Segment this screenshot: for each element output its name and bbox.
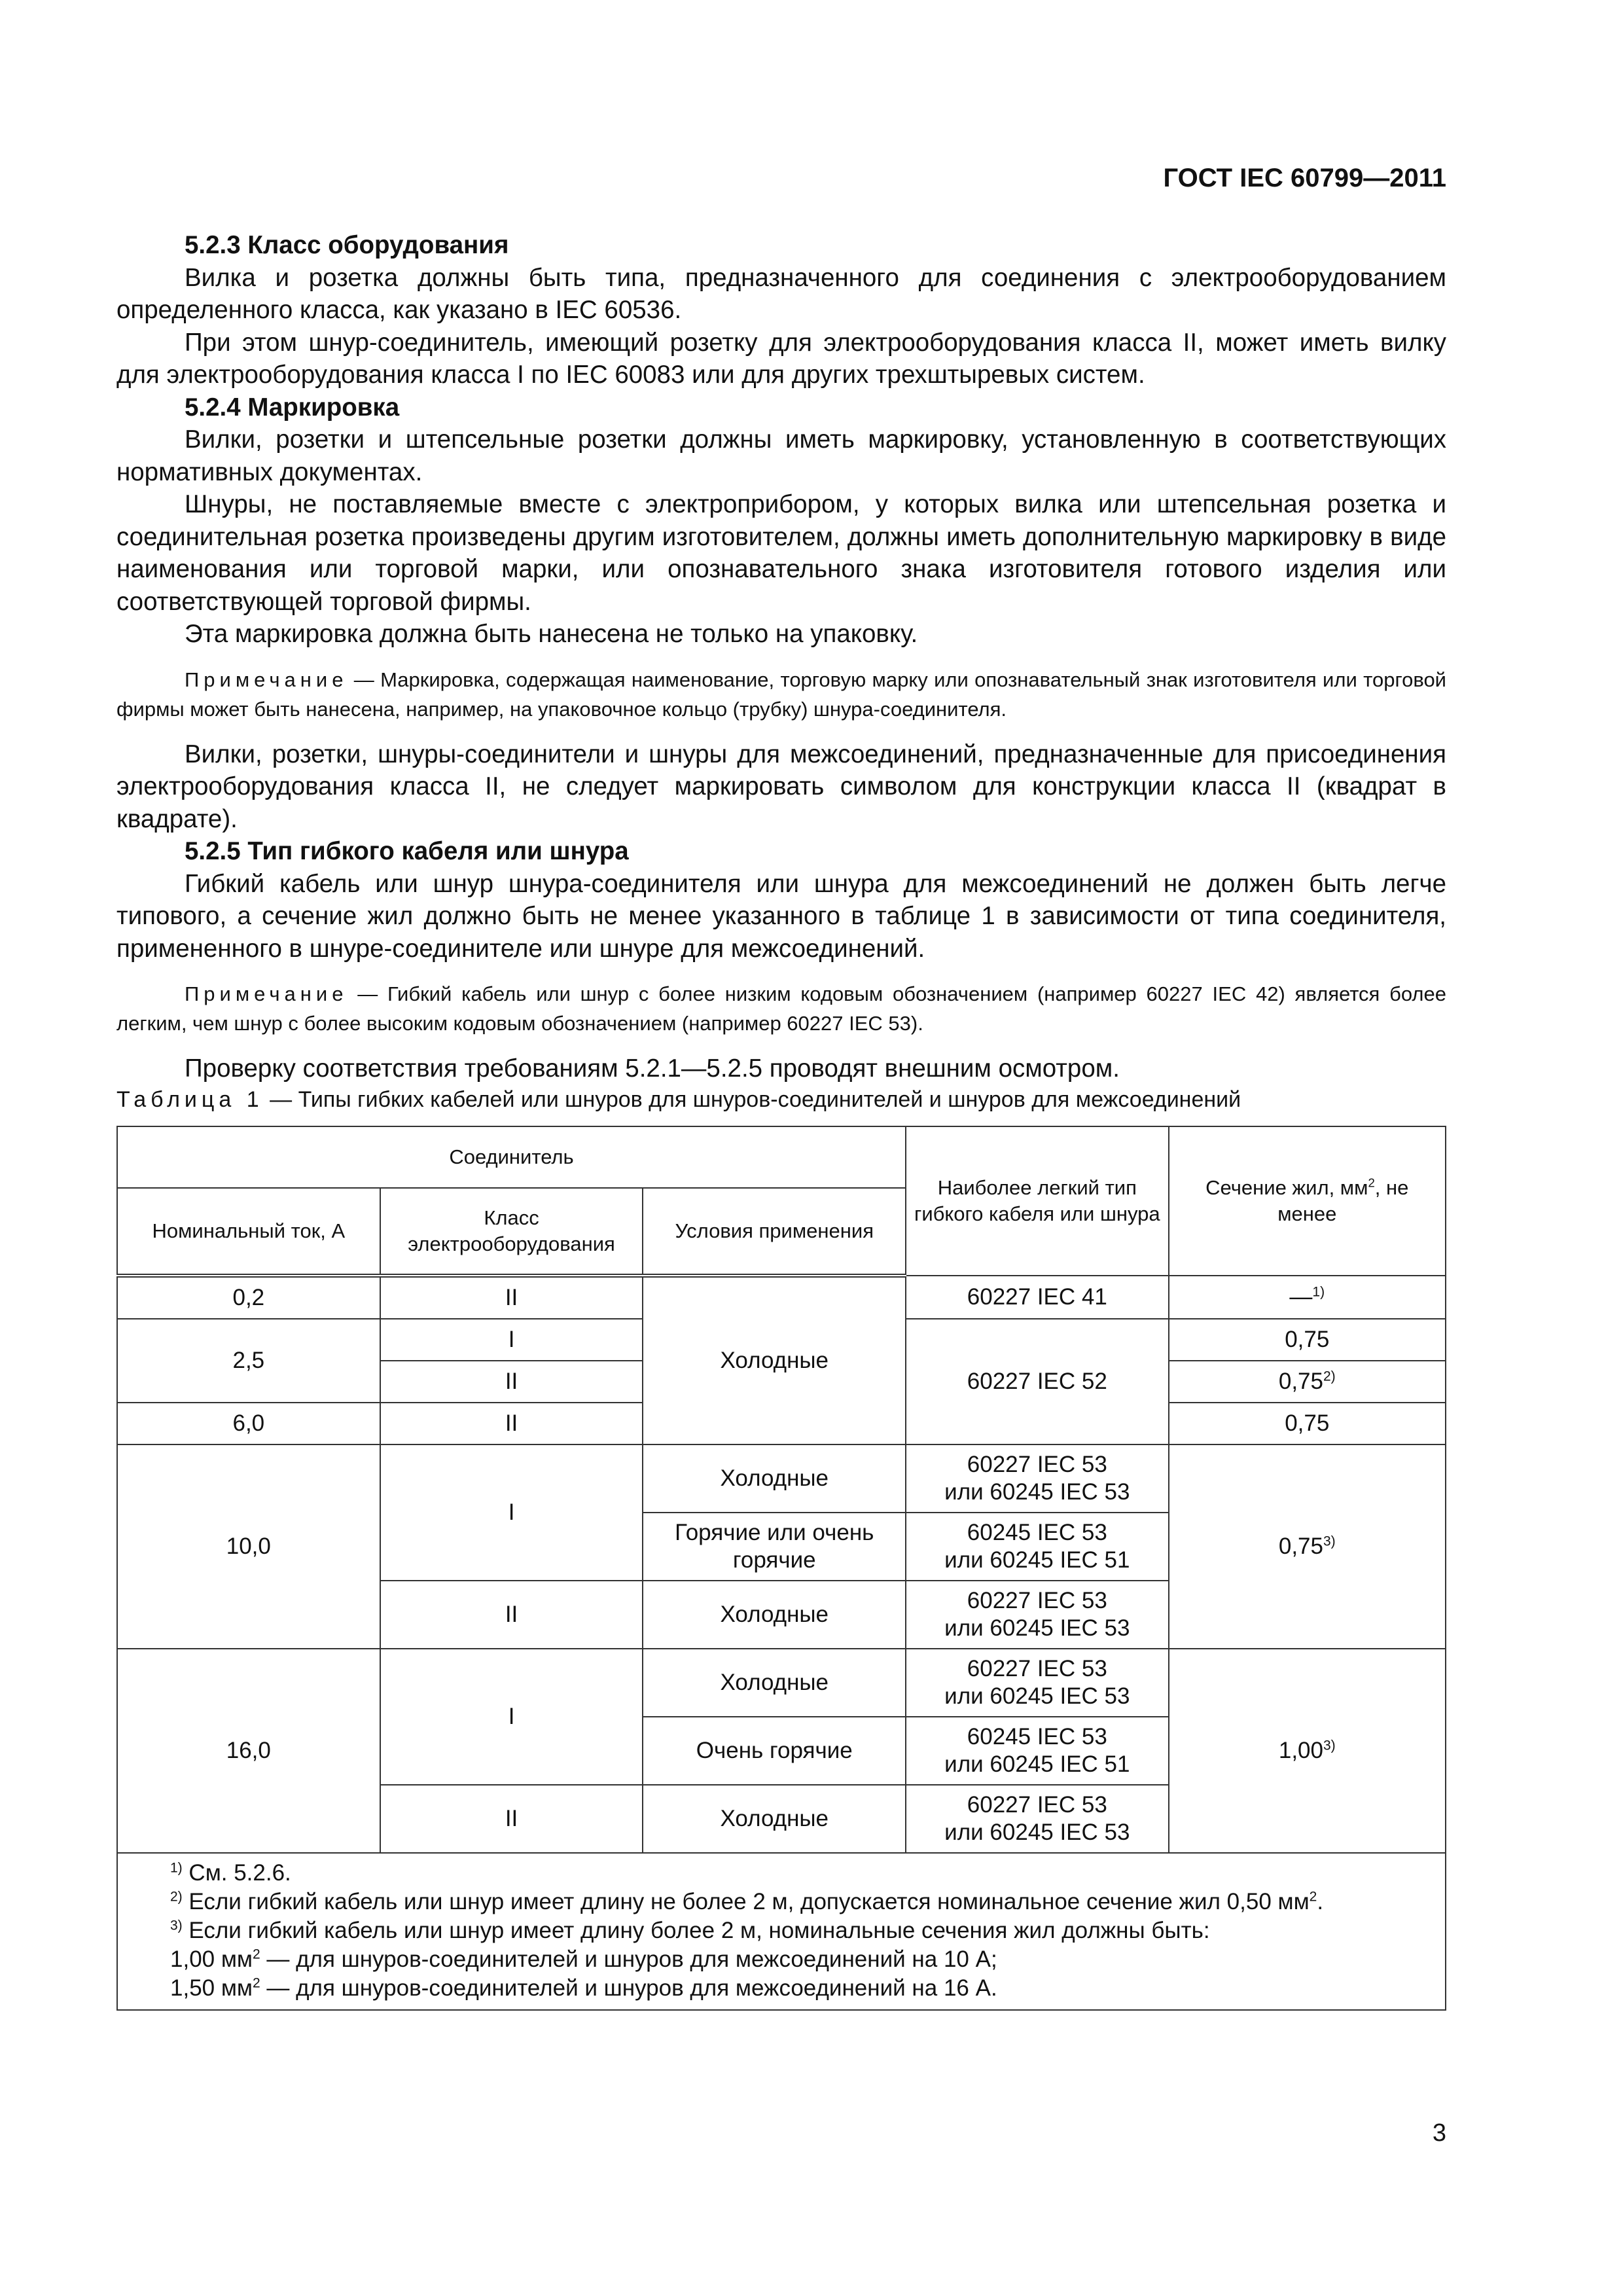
paragraph: Гибкий кабель или шнур шнура-соединителя или шнура для межсоединений не должен быть легче типового, а сечение жил должно быть не менее указанного в таблице 1 в зависимости от типа соединителя, примененного в шнуре-соединителе или шнуре для межсоединений. <box>116 869 1446 963</box>
table-row: Горячие или очень горячие 60245 IEC 53 или 60245 IEC 51 <box>117 1513 1446 1581</box>
header-conditions: Условия применения <box>643 1188 906 1276</box>
paragraph: Вилки, розетки, шнуры-соединители и шнуры для межсоединений, предназначенные для присоединения электрооборудования класса II, не следует маркировать символом для конструкции класса II (квадрат в квадрате). <box>116 740 1446 833</box>
section-heading-524: 5.2.4 Маркировка <box>185 393 400 422</box>
note-label: Примечание <box>185 668 348 691</box>
note <box>116 979 1446 1038</box>
table-row: II Холодные 60227 IEC 53 или 60245 IEC 53 <box>117 1785 1446 1853</box>
footnote: $^{2)}$ Если гибкий кабель или шнур имеет длину не более 2 м, допускается номинальное сечение жил 0,50 $мм^2$. <box>170 1888 1324 1914</box>
table-row: II Холодные 60227 IEC 53 или 60245 IEC 53 <box>117 1581 1446 1649</box>
footnote-line: 1,50 $мм^2$ — для шнуров-соединителей и шнуров для межсоединений на 16 А. <box>170 1975 997 2001</box>
table-row: 16,0 I Холодные 60227 IEC 53 или 60245 IEC 53 1,00$^{3)}$ <box>117 1649 1446 1717</box>
table-row: 6,0 II 0,75 <box>117 1403 1446 1444</box>
header-equipment-class: Класс электрооборудования <box>380 1188 643 1276</box>
table-row: II 0,75$^{2)}$ <box>117 1361 1446 1403</box>
header-rated-current: Номинальный ток, А <box>117 1188 380 1276</box>
paragraph: Вилки, розетки и штепсельные розетки должны иметь маркировку, установленную в соответствующих нормативных документах. <box>116 425 1446 486</box>
table-row: 10,0 I Холодные 60227 IEC 53 или 60245 IEC 53 0,75$^{3)}$ <box>117 1444 1446 1513</box>
document-designation: ГОСТ IEC 60799—2011 <box>1163 164 1446 192</box>
note-text: — Маркировка, содержащая наименование, торговую марку или опознавательный знак изготовителя или торговой фирмы может быть нанесена, например, на упаковочное кольцо (трубку) шнура-соединителя. <box>116 668 1446 721</box>
table-row: 2,5 I 60227 IEC 52 0,75 <box>117 1319 1446 1361</box>
table-caption-label: Таблица 1 <box>116 1086 264 1112</box>
table-footnotes-row <box>117 1853 1446 2010</box>
paragraph: При этом шнур-соединитель, имеющий розетку для электрооборудования класса II, может иметь вилку для электрооборудования класса I по IEC 60083 или для других трехштыревых систем. <box>116 328 1446 389</box>
note-label: Примечание <box>185 982 348 1005</box>
page-number: 3 <box>1432 2119 1446 2147</box>
paragraph: Шнуры, не поставляемые вместе с электроприбором, у которых вилка или штепсельная розетка и соединительная розетка произведены другим изготовителем, должны иметь дополнительную маркировку в виде наименования или торговой марки, или опознавательного знака изготовителя готового изделия или соответствующей торговой фирмы. <box>116 490 1446 616</box>
cable-types-table <box>116 1126 1446 2011</box>
note-text: — Гибкий кабель или шнур с более низким кодовым обозначением (например 60227 IEC 42) является более легким, чем шнур с более высоким кодовым обозначением (например 60227 IEC 53). <box>116 982 1446 1035</box>
footnote: $^{3)}$ Если гибкий кабель или шнур имеет длину более 2 м, номинальные сечения жил должны быть: <box>170 1917 1210 1943</box>
table-row: 0,2 II Холодные 60227 IEC 41 —$^{1)}$ <box>117 1276 1446 1319</box>
document-body <box>116 229 1446 2011</box>
note <box>116 665 1446 724</box>
table-footnotes <box>117 1853 1446 2010</box>
section-heading-523: 5.2.3 Класс оборудования <box>185 231 509 259</box>
footnote-line: 1,00 $мм^2$ — для шнуров-соединителей и шнуров для межсоединений на 10 А; <box>170 1946 997 1972</box>
header-cable-type: Наиболее легкий тип гибкого кабеля или шнура <box>906 1126 1169 1276</box>
footnote: $^{1)}$ См. 5.2.6. <box>170 1859 291 1886</box>
header-connector: Соединитель <box>117 1126 906 1188</box>
header-cross-section: Сечение жил, $мм^2$, не менее <box>1169 1126 1446 1276</box>
paragraph: Вилка и розетка должны быть типа, предназначенного для соединения с электрооборудованием определенного класса, как указано в IEC 60536. <box>116 263 1446 324</box>
table-caption-text: — Типы гибких кабелей или шнуров для шнуров-соединителей и шнуров для межсоединений <box>263 1086 1241 1112</box>
table-row: Очень горячие 60245 IEC 53 или 60245 IEC 51 <box>117 1717 1446 1785</box>
table-caption <box>116 1085 1446 1114</box>
section-heading-525: 5.2.5 Тип гибкого кабеля или шнура <box>185 837 629 865</box>
paragraph: Эта маркировка должна быть нанесена не только на упаковку. <box>185 620 918 648</box>
paragraph: Проверку соответствия требованиям 5.2.1—5.2.5 проводят внешним осмотром. <box>185 1054 1120 1083</box>
